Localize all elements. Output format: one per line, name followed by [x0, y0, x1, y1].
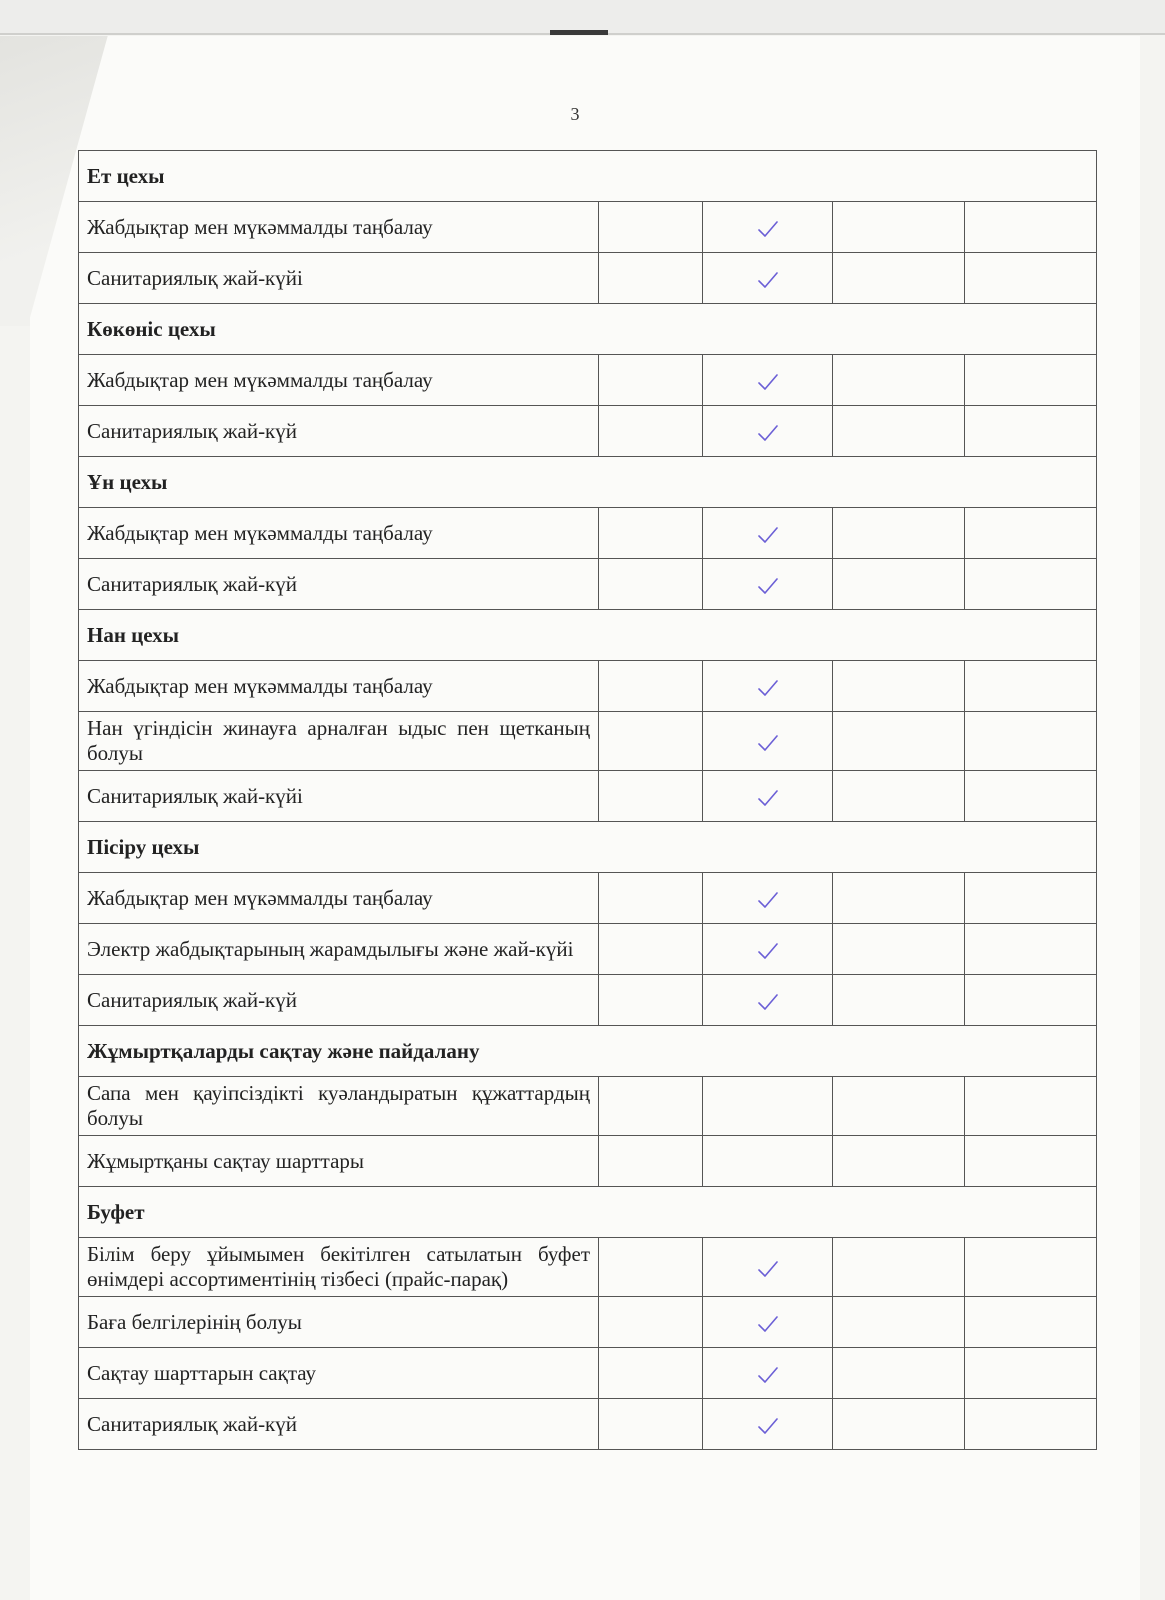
compliance-cell [703, 253, 833, 304]
checklist-row [79, 661, 1097, 712]
compliance-cell [703, 873, 833, 924]
item-label: Санитариялық жай-күй [79, 975, 599, 1026]
empty-cell [965, 253, 1097, 304]
empty-cell [599, 202, 703, 253]
section-title: Нан цехы [79, 610, 1097, 661]
checkmark-icon [757, 1365, 779, 1385]
empty-cell [965, 355, 1097, 406]
empty-cell [599, 355, 703, 406]
checkmark-icon [757, 992, 779, 1012]
item-label: Санитариялық жай-күйі [79, 771, 599, 822]
checklist-row [79, 1297, 1097, 1348]
empty-cell [599, 1238, 703, 1297]
scan-top-mark [550, 30, 608, 35]
empty-cell [833, 873, 965, 924]
checklist-row [79, 924, 1097, 975]
empty-cell [965, 1297, 1097, 1348]
checkmark-icon [757, 576, 779, 596]
checkmark-icon [757, 1259, 779, 1279]
empty-cell [965, 873, 1097, 924]
section-title: Пісіру цехы [79, 822, 1097, 873]
empty-cell [965, 406, 1097, 457]
empty-cell [599, 253, 703, 304]
item-label: Жабдықтар мен мүкәммалды таңбалау [79, 661, 599, 712]
empty-cell [833, 1348, 965, 1399]
compliance-cell [703, 771, 833, 822]
compliance-cell [703, 406, 833, 457]
empty-cell [965, 771, 1097, 822]
empty-cell [965, 559, 1097, 610]
empty-cell [599, 559, 703, 610]
item-label: Электр жабдықтарының жарамдылығы және жай-күйі [79, 924, 599, 975]
compliance-cell [703, 975, 833, 1026]
checkmark-icon [757, 678, 779, 698]
empty-cell [965, 1348, 1097, 1399]
checklist-row [79, 1238, 1097, 1297]
compliance-cell [703, 712, 833, 771]
item-label: Санитариялық жай-күй [79, 406, 599, 457]
item-label: Жабдықтар мен мүкәммалды таңбалау [79, 508, 599, 559]
checkmark-icon [757, 270, 779, 290]
compliance-cell [703, 1399, 833, 1450]
empty-cell [833, 712, 965, 771]
compliance-cell [703, 559, 833, 610]
compliance-cell [703, 508, 833, 559]
compliance-cell [703, 1136, 833, 1187]
empty-cell [833, 508, 965, 559]
checklist-row [79, 1136, 1097, 1187]
compliance-cell [703, 1348, 833, 1399]
empty-cell [599, 975, 703, 1026]
section-title: Жұмыртқаларды сақтау және пайдалану [79, 1026, 1097, 1077]
checklist-row [79, 508, 1097, 559]
empty-cell [833, 1297, 965, 1348]
checkmark-icon [757, 941, 779, 961]
section-title: Буфет [79, 1187, 1097, 1238]
empty-cell [965, 1399, 1097, 1450]
empty-cell [965, 975, 1097, 1026]
checklist-row [79, 1348, 1097, 1399]
section-row [79, 822, 1097, 873]
checkmark-icon [757, 890, 779, 910]
empty-cell [599, 1297, 703, 1348]
empty-cell [599, 771, 703, 822]
checkmark-icon [757, 733, 779, 753]
empty-cell [599, 1399, 703, 1450]
compliance-cell [703, 202, 833, 253]
empty-cell [833, 559, 965, 610]
item-label: Нан үгіндісін жинауға арналған ыдыс пен щетканың болуы [79, 712, 599, 771]
checklist-row [79, 1077, 1097, 1136]
compliance-cell [703, 661, 833, 712]
empty-cell [833, 1077, 965, 1136]
checklist-row [79, 873, 1097, 924]
item-label: Баға белгілерінің болуы [79, 1297, 599, 1348]
section-row [79, 457, 1097, 508]
item-label: Жабдықтар мен мүкәммалды таңбалау [79, 355, 599, 406]
empty-cell [833, 975, 965, 1026]
checkmark-icon [757, 788, 779, 808]
empty-cell [833, 1399, 965, 1450]
empty-cell [599, 1348, 703, 1399]
empty-cell [599, 924, 703, 975]
item-label: Жұмыртқаны сақтау шарттары [79, 1136, 599, 1187]
item-label: Сапа мен қауіпсіздікті куәландыратын құжаттардың болуы [79, 1077, 599, 1136]
checklist-row [79, 253, 1097, 304]
item-label: Санитариялық жай-күй [79, 1399, 599, 1450]
empty-cell [833, 406, 965, 457]
empty-cell [599, 508, 703, 559]
checkmark-icon [757, 372, 779, 392]
compliance-cell [703, 1238, 833, 1297]
item-label: Сақтау шарттарын сақтау [79, 1348, 599, 1399]
checklist-row [79, 559, 1097, 610]
checklist-row [79, 712, 1097, 771]
empty-cell [833, 355, 965, 406]
empty-cell [599, 873, 703, 924]
empty-cell [599, 661, 703, 712]
scan-top-strip [0, 0, 1165, 34]
empty-cell [599, 712, 703, 771]
checkmark-icon [757, 423, 779, 443]
empty-cell [833, 924, 965, 975]
empty-cell [965, 202, 1097, 253]
empty-cell [965, 1238, 1097, 1297]
empty-cell [965, 1136, 1097, 1187]
checklist-row [79, 771, 1097, 822]
compliance-cell [703, 1077, 833, 1136]
empty-cell [599, 1077, 703, 1136]
item-label: Жабдықтар мен мүкәммалды таңбалау [79, 202, 599, 253]
empty-cell [833, 661, 965, 712]
empty-cell [833, 202, 965, 253]
item-label: Жабдықтар мен мүкәммалды таңбалау [79, 873, 599, 924]
section-title: Көкөніс цехы [79, 304, 1097, 355]
empty-cell [833, 1136, 965, 1187]
checkmark-icon [757, 525, 779, 545]
item-label: Санитариялық жай-күй [79, 559, 599, 610]
page-number: 3 [570, 104, 580, 124]
section-row [79, 304, 1097, 355]
empty-cell [599, 1136, 703, 1187]
item-label: Білім беру ұйымымен бекітілген сатылатын буфет өнімдері ассортиментінің тізбесі (прайс-парақ) [79, 1238, 599, 1297]
checkmark-icon [757, 1416, 779, 1436]
item-label: Санитариялық жай-күйі [79, 253, 599, 304]
compliance-cell [703, 1297, 833, 1348]
checklist-body [79, 151, 1097, 1450]
section-row [79, 1187, 1097, 1238]
checklist-row [79, 975, 1097, 1026]
empty-cell [965, 1077, 1097, 1136]
empty-cell [965, 924, 1097, 975]
empty-cell [965, 508, 1097, 559]
empty-cell [833, 1238, 965, 1297]
empty-cell [965, 712, 1097, 771]
checkmark-icon [757, 219, 779, 239]
empty-cell [833, 771, 965, 822]
checklist-row [79, 202, 1097, 253]
checklist-row [79, 355, 1097, 406]
empty-cell [965, 661, 1097, 712]
section-title: Ет цехы [79, 151, 1097, 202]
empty-cell [833, 253, 965, 304]
compliance-cell [703, 924, 833, 975]
section-row [79, 610, 1097, 661]
checklist-row [79, 406, 1097, 457]
compliance-cell [703, 355, 833, 406]
checklist-row [79, 1399, 1097, 1450]
empty-cell [599, 406, 703, 457]
section-row [79, 151, 1097, 202]
section-row [79, 1026, 1097, 1077]
checklist-table [78, 150, 1097, 1450]
section-title: Ұн цехы [79, 457, 1097, 508]
checkmark-icon [757, 1314, 779, 1334]
